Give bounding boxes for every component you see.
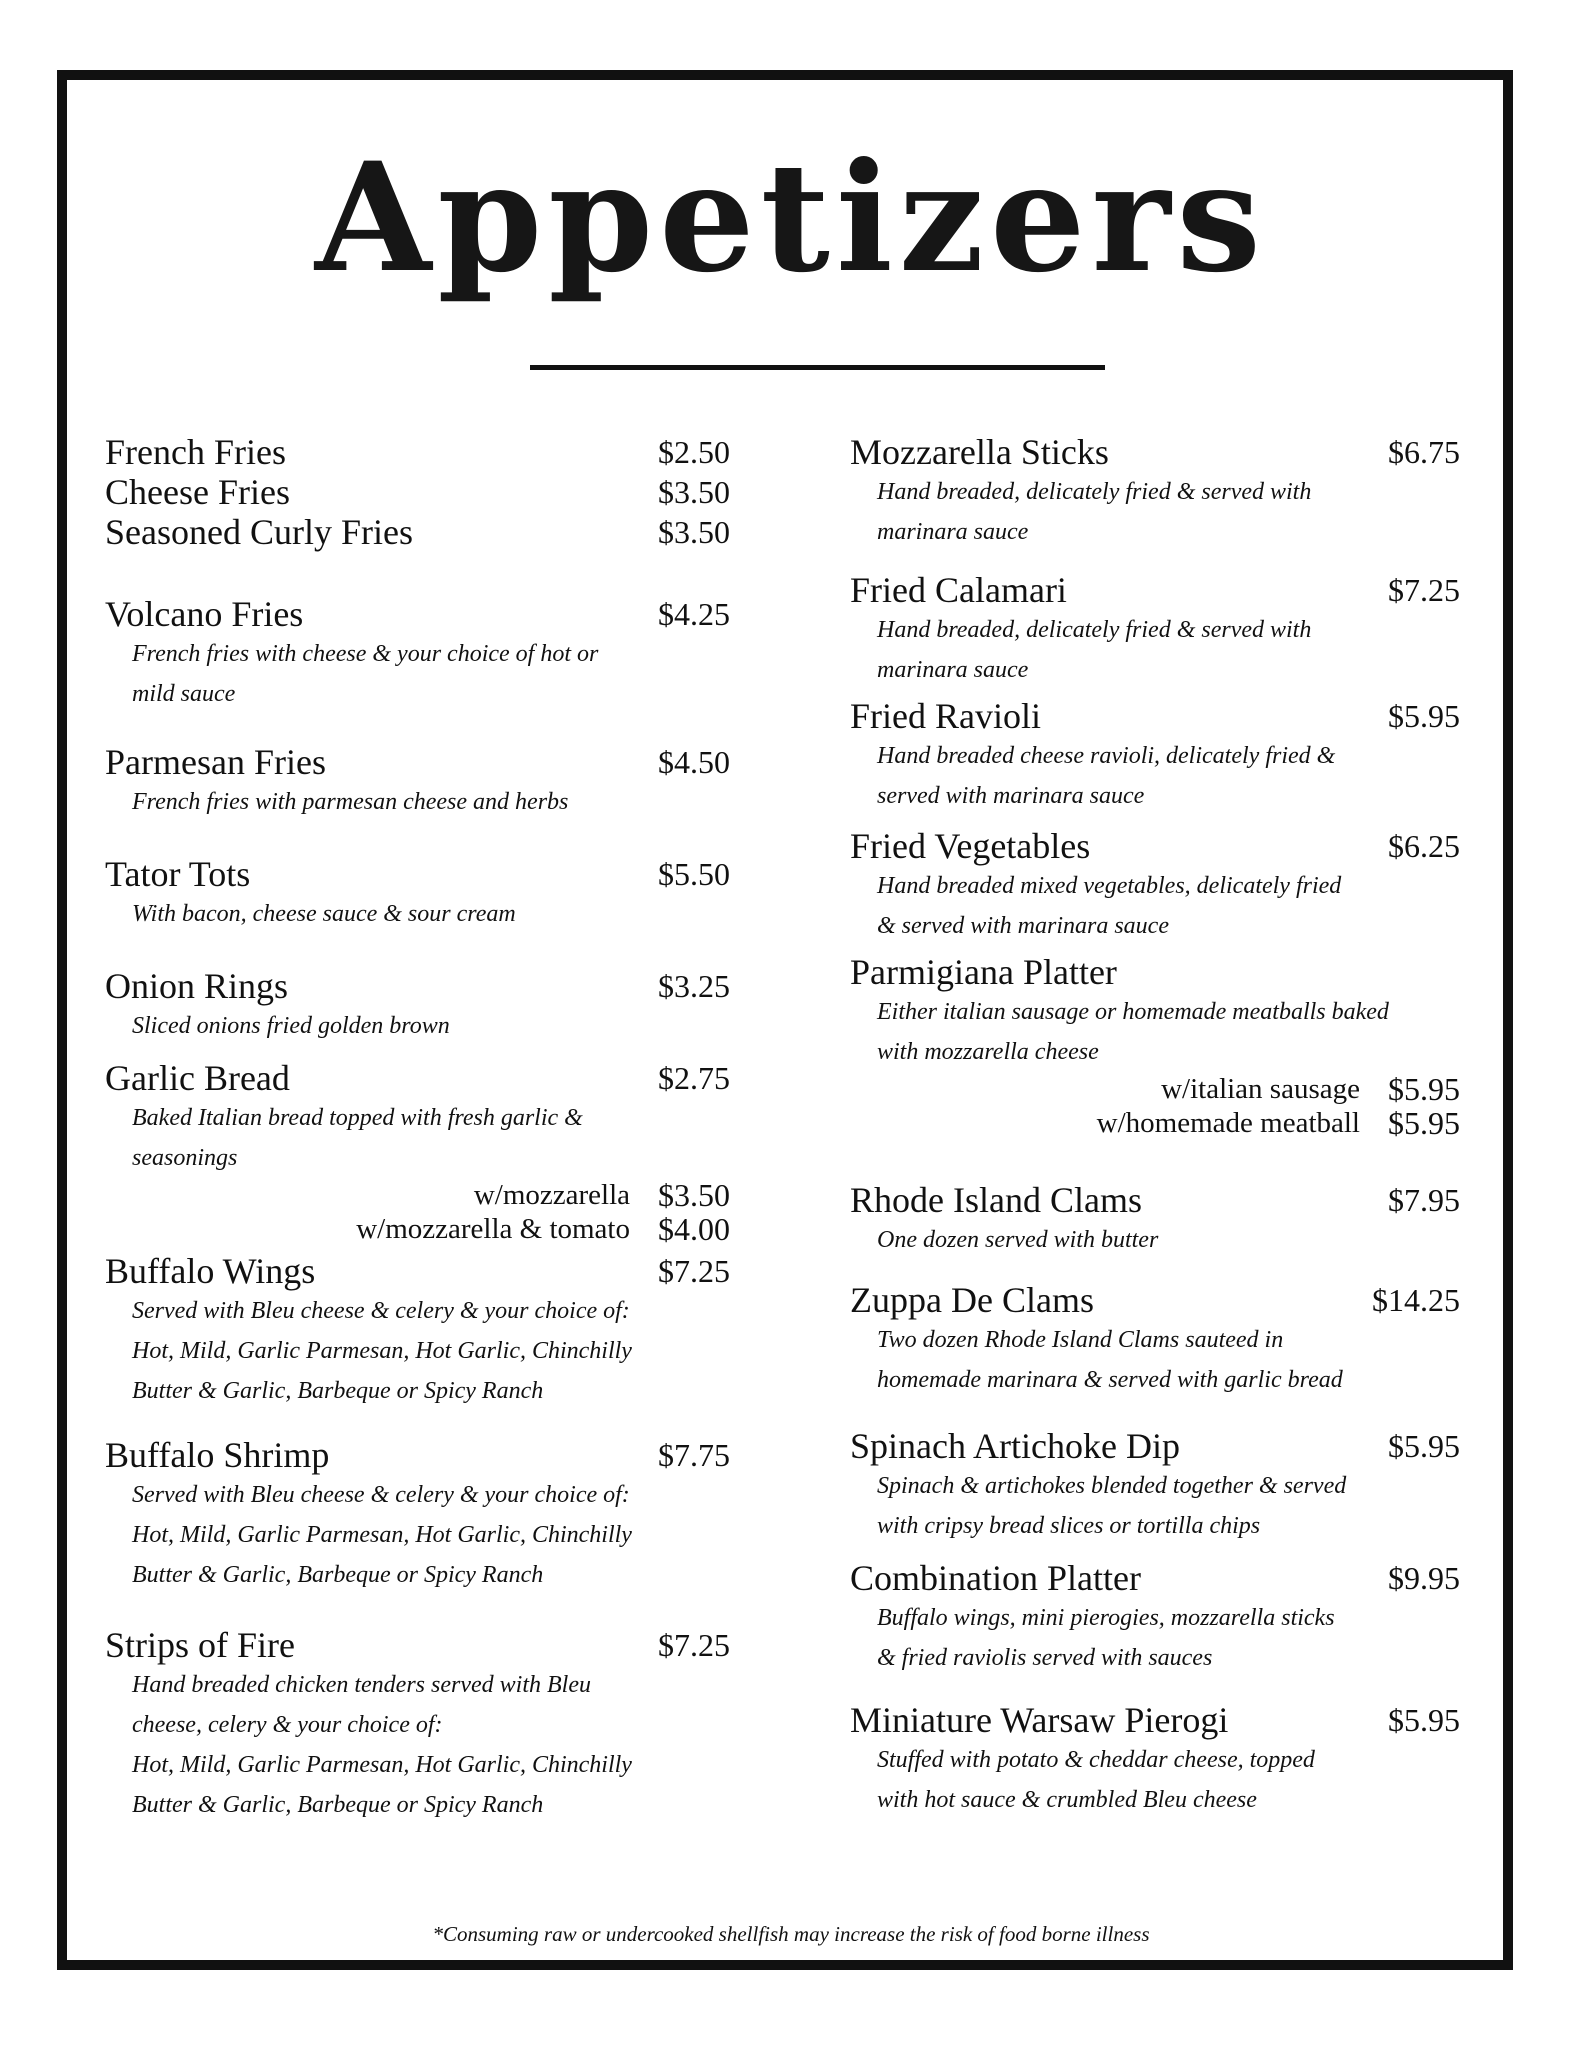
right-menu-column <box>850 432 1460 1820</box>
item-description: Hot, Mild, Garlic Parmesan, Hot Garlic, Chinchilly <box>132 1752 632 1778</box>
option-price: $5.95 <box>1388 1071 1460 1107</box>
item-description: Served with Bleu cheese & celery & your choice of: <box>132 1298 630 1324</box>
item-name: Buffalo Shrimp <box>105 1435 330 1475</box>
item-description: marinara sauce <box>877 657 1029 683</box>
menu-item <box>850 1426 1460 1546</box>
menu-item <box>105 966 730 1046</box>
item-description: Sliced onions fried golden brown <box>132 1013 450 1039</box>
item-price: $2.75 <box>658 1060 730 1096</box>
item-description: With bacon, cheese sauce & sour cream <box>132 901 516 927</box>
menu-item <box>850 432 1460 552</box>
item-name: Spinach Artichoke Dip <box>850 1426 1180 1466</box>
item-price: $5.50 <box>658 856 730 892</box>
item-name: Tator Tots <box>105 854 251 894</box>
item-price: $4.25 <box>658 596 730 632</box>
item-description: Butter & Garlic, Barbeque or Spicy Ranch <box>132 1562 544 1588</box>
item-name: Combination Platter <box>850 1558 1141 1598</box>
item-name: Onion Rings <box>105 966 289 1006</box>
menu-item <box>850 696 1460 816</box>
item-description: Hand breaded, delicately fried & served with <box>877 617 1312 643</box>
option-price: $4.00 <box>658 1211 730 1247</box>
item-description: Spinach & artichokes blended together & served <box>877 1473 1347 1499</box>
item-price: $4.50 <box>658 744 730 780</box>
menu-item <box>850 952 1460 1140</box>
item-option <box>850 1106 1460 1140</box>
item-price: $9.95 <box>1388 1560 1460 1596</box>
item-name: Fried Calamari <box>850 570 1067 610</box>
item-description: Butter & Garlic, Barbeque or Spicy Ranch <box>132 1792 544 1818</box>
item-option <box>850 1072 1460 1106</box>
menu-item <box>850 1280 1460 1400</box>
option-price: $5.95 <box>1388 1105 1460 1141</box>
item-option <box>105 1212 730 1246</box>
item-description: Two dozen Rhode Island Clams sauteed in <box>877 1327 1284 1353</box>
item-description: & fried raviolis served with sauces <box>877 1645 1213 1671</box>
item-name: Fried Ravioli <box>850 696 1041 736</box>
item-name: French Fries <box>105 432 286 472</box>
item-description: Butter & Garlic, Barbeque or Spicy Ranch <box>132 1378 544 1404</box>
menu-item <box>105 512 730 552</box>
menu-item <box>850 1180 1460 1260</box>
item-description: Hot, Mild, Garlic Parmesan, Hot Garlic, Chinchilly <box>132 1522 632 1548</box>
item-price: $6.25 <box>1388 828 1460 864</box>
menu-item <box>105 1251 730 1411</box>
item-name: Miniature Warsaw Pierogi <box>850 1700 1229 1740</box>
menu-item <box>105 854 730 934</box>
item-price: $7.25 <box>658 1627 730 1663</box>
item-name: Garlic Bread <box>105 1058 290 1098</box>
menu-item <box>105 1625 730 1825</box>
menu-item <box>850 1700 1460 1820</box>
menu-title: Appetizers <box>315 130 1267 306</box>
item-description: One dozen served with butter <box>877 1227 1159 1253</box>
menu-item <box>850 1558 1460 1678</box>
menu-item <box>105 1435 730 1595</box>
item-description: & served with marinara sauce <box>877 913 1169 939</box>
item-price: $14.25 <box>1372 1282 1460 1318</box>
option-label: w/mozzarella <box>473 1179 630 1211</box>
item-price: $5.95 <box>1388 1428 1460 1464</box>
item-name: Seasoned Curly Fries <box>105 512 413 552</box>
item-description: seasonings <box>132 1145 238 1171</box>
item-price: $7.75 <box>658 1437 730 1473</box>
left-menu-column <box>105 432 730 1825</box>
item-name: Buffalo Wings <box>105 1251 316 1291</box>
item-price: $3.50 <box>658 474 730 510</box>
menu-item <box>105 472 730 512</box>
item-option <box>105 1178 730 1212</box>
item-price: $5.95 <box>1388 698 1460 734</box>
item-price: $7.25 <box>1388 572 1460 608</box>
item-name: Zuppa De Clams <box>850 1280 1094 1320</box>
item-name: Rhode Island Clams <box>850 1180 1142 1220</box>
menu-item <box>850 570 1460 690</box>
menu-item <box>105 432 730 472</box>
item-description: mild sauce <box>132 681 236 707</box>
menu-item <box>105 742 730 822</box>
item-description: Hot, Mild, Garlic Parmesan, Hot Garlic, Chinchilly <box>132 1338 632 1364</box>
item-description: homemade marinara & served with garlic bread <box>877 1367 1343 1393</box>
item-description: Hand breaded chicken tenders served with Bleu <box>132 1672 591 1698</box>
item-description: with hot sauce & crumbled Bleu cheese <box>877 1787 1257 1813</box>
item-name: Cheese Fries <box>105 472 290 512</box>
item-name: Parmigiana Platter <box>850 952 1117 992</box>
item-price: $3.50 <box>658 514 730 550</box>
item-name: Mozzarella Sticks <box>850 432 1109 472</box>
menu-item <box>850 826 1460 946</box>
item-description: with mozzarella cheese <box>877 1039 1099 1065</box>
item-description: Either italian sausage or homemade meatballs baked <box>877 999 1389 1025</box>
item-description: Stuffed with potato & cheddar cheese, topped <box>877 1747 1315 1773</box>
item-description: Hand breaded mixed vegetables, delicately fried <box>877 873 1342 899</box>
item-description: Hand breaded cheese ravioli, delicately fried & <box>877 743 1336 769</box>
item-description: served with marinara sauce <box>877 783 1145 809</box>
item-price: $6.75 <box>1388 434 1460 470</box>
item-description: Hand breaded, delicately fried & served with <box>877 479 1312 505</box>
item-description: marinara sauce <box>877 519 1029 545</box>
item-name: Strips of Fire <box>105 1625 296 1665</box>
option-label: w/homemade meatball <box>1096 1107 1360 1139</box>
item-name: Parmesan Fries <box>105 742 326 782</box>
item-description: French fries with parmesan cheese and herbs <box>132 789 569 815</box>
item-name: Fried Vegetables <box>850 826 1091 866</box>
item-price: $7.95 <box>1388 1182 1460 1218</box>
item-description: cheese, celery & your choice of: <box>132 1712 443 1738</box>
item-description: Baked Italian bread topped with fresh garlic & <box>132 1105 583 1131</box>
item-description: Buffalo wings, mini pierogies, mozzarella sticks <box>877 1605 1335 1631</box>
option-label: w/mozzarella & tomato <box>356 1213 630 1245</box>
shellfish-footnote: *Consuming raw or undercooked shellfish may increase the risk of food borne illness <box>432 1922 1150 1946</box>
menu-item <box>105 594 730 714</box>
item-name: Volcano Fries <box>105 594 304 634</box>
item-price: $5.95 <box>1388 1702 1460 1738</box>
item-description: with cripsy bread slices or tortilla chips <box>877 1513 1261 1539</box>
item-price: $2.50 <box>658 434 730 470</box>
item-price: $7.25 <box>658 1253 730 1289</box>
item-description: Served with Bleu cheese & celery & your choice of: <box>132 1482 630 1508</box>
menu-item <box>105 1058 730 1246</box>
item-price: $3.25 <box>658 968 730 1004</box>
option-price: $3.50 <box>658 1177 730 1213</box>
option-label: w/italian sausage <box>1161 1073 1360 1105</box>
item-description: French fries with cheese & your choice of hot or <box>132 641 599 667</box>
title-divider <box>530 365 1105 370</box>
